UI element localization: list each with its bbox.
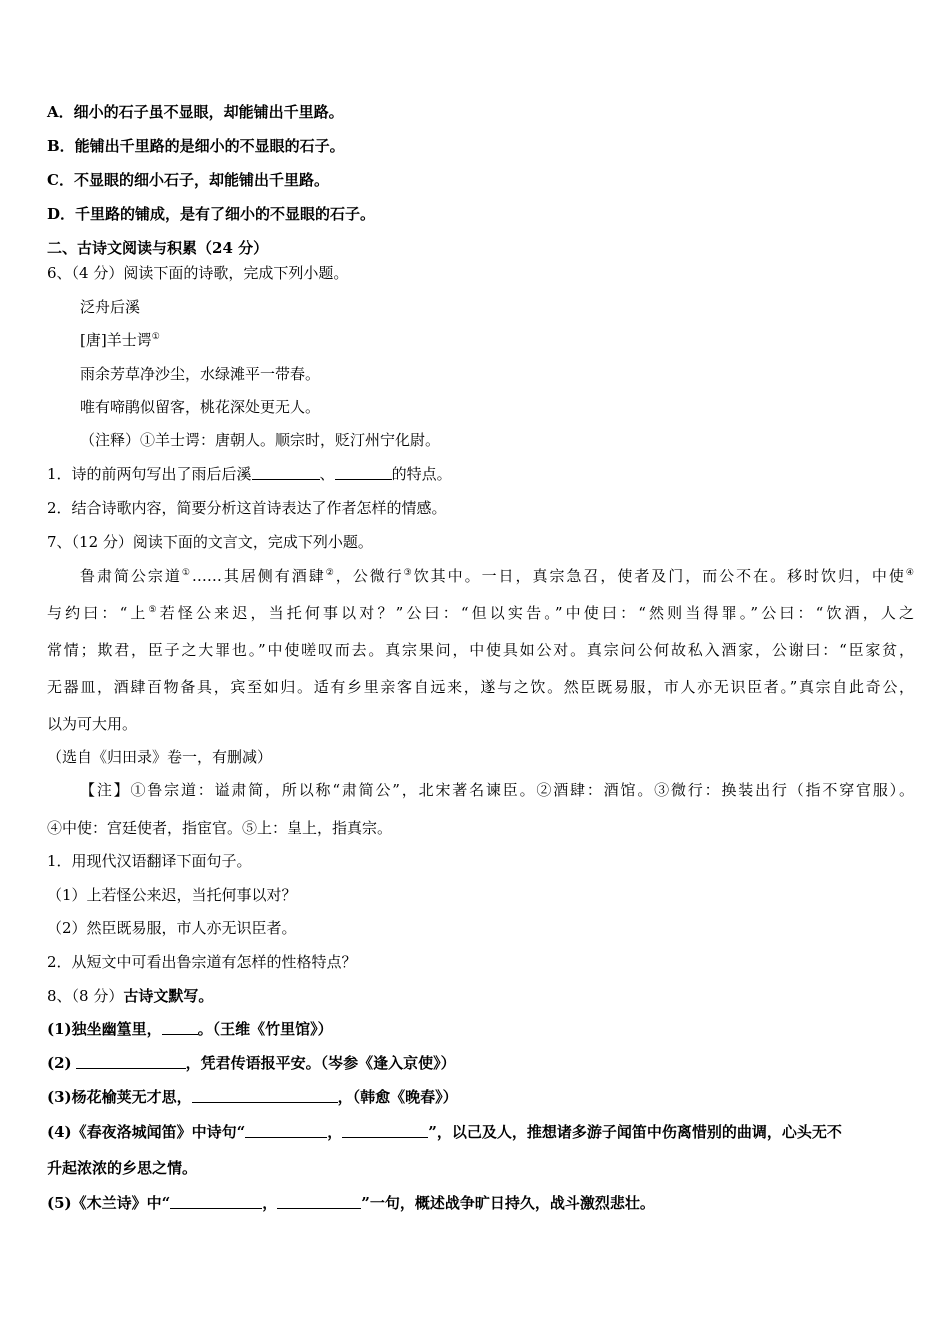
- passage-notes-1: 【注】①鲁宗道：谥肃简，所以称“肃简公”，北宋著名谏臣。②酒肆：酒馆。③微行：换装出行（指不穿官服）。: [80, 781, 914, 799]
- option-a: A．细小的石子虽不显眼，却能铺出千里路。: [47, 103, 344, 121]
- q7-sub1: 1．用现代汉语翻译下面句子。: [47, 852, 252, 870]
- section-heading: 二、古诗文阅读与积累（24 分）: [47, 239, 269, 257]
- q7-sub1-item2: （2）然臣既易服，市人亦无识臣者。: [47, 919, 297, 937]
- answer-blank[interactable]: [335, 465, 392, 480]
- q8-line-4: (4)《春夜洛城闻笛》中诗句“ ， ”，以己及人，推想诸多游子闻笛中伤离惜别的曲调，心头无不: [47, 1123, 842, 1141]
- answer-blank[interactable]: [342, 1123, 428, 1138]
- q8-line-2: (2) ，凭君传语报平安。（岑参《逢入京使》）: [47, 1054, 456, 1072]
- q6-sub1: 1．诗的前两句写出了雨后后溪 、 的特点。: [47, 465, 452, 483]
- passage-line-4: 无器皿，酒肆百物备具，宾至如归。适有乡里亲客自远来，遂与之饮。然臣既易服，市人亦无识臣者。”真宗自此奇公，: [47, 678, 914, 696]
- q7-intro: 7、（12 分）阅读下面的文言文，完成下列小题。: [47, 533, 373, 551]
- answer-blank[interactable]: [245, 1123, 327, 1138]
- answer-blank[interactable]: [277, 1194, 361, 1209]
- q8-intro: 8、（8 分）古诗文默写。: [47, 987, 214, 1005]
- q6-intro: 6、（4 分）阅读下面的诗歌，完成下列小题。: [47, 264, 349, 282]
- q7-sub2: 2．从短文中可看出鲁宗道有怎样的性格特点？: [47, 953, 357, 971]
- answer-blank[interactable]: [162, 1020, 198, 1035]
- q7-sub1-item1: （1）上若怪公来迟，当托何事以对？: [47, 886, 297, 904]
- poem-line-1: 雨余芳草净沙尘，水绿滩平一带春。: [80, 365, 321, 383]
- q8-line-5: (5)《木兰诗》中“ ， ”一句，概述战争旷日持久，战斗激烈悲壮。: [47, 1194, 655, 1212]
- q8-line-3: (3)杨花榆荚无才思， ，（韩愈《晚春》）: [47, 1088, 458, 1106]
- passage-notes-2: ④中使：宫廷使者，指宦官。⑤上：皇上，指真宗。: [47, 819, 393, 837]
- option-b: B．能铺出千里路的是细小的不显眼的石子。: [47, 137, 345, 155]
- poem-author: [唐]羊士谔①: [80, 331, 160, 349]
- poem-title: 泛舟后溪: [80, 298, 141, 316]
- answer-blank[interactable]: [192, 1088, 338, 1103]
- answer-blank[interactable]: [252, 465, 320, 480]
- passage-source: （选自《归田录》卷一，有删减）: [47, 748, 273, 766]
- q6-sub2: 2．结合诗歌内容，简要分析这首诗表达了作者怎样的情感。: [47, 499, 447, 517]
- answer-blank[interactable]: [76, 1054, 186, 1069]
- answer-blank[interactable]: [170, 1194, 262, 1209]
- option-d: D．千里路的铺成，是有了细小的不显眼的石子。: [47, 205, 376, 223]
- q8-line-4-cont: 升起浓浓的乡思之情。: [47, 1159, 198, 1177]
- q8-line-1: (1)独坐幽篁里， 。（王维《竹里馆》）: [47, 1020, 333, 1038]
- passage-line-1: 鲁肃简公宗道①……其居侧有酒肆②，公微行③饮其中。一日，真宗急召，使者及门，而公不在。移时饮归，中使④: [80, 567, 914, 585]
- poem-line-2: 唯有啼鹃似留客，桃花深处更无人。: [80, 398, 321, 416]
- option-c: C．不显眼的细小石子，却能铺出千里路。: [47, 171, 329, 189]
- passage-line-2: 与约曰：“上⑤若怪公来迟，当托何事以对？”公曰：“但以实告。”中使曰：“然则当得罪。”公曰：“饮酒，人之: [47, 604, 915, 622]
- passage-line-3: 常情；欺君，臣子之大罪也。”中使嗟叹而去。真宗果问，中使具如公对。真宗问公何故私入酒家，公谢曰：“臣家贫，: [47, 641, 914, 659]
- poem-note: （注释）①羊士谔：唐朝人。顺宗时，贬汀州宁化尉。: [80, 431, 441, 449]
- passage-line-5: 以为可大用。: [47, 715, 138, 733]
